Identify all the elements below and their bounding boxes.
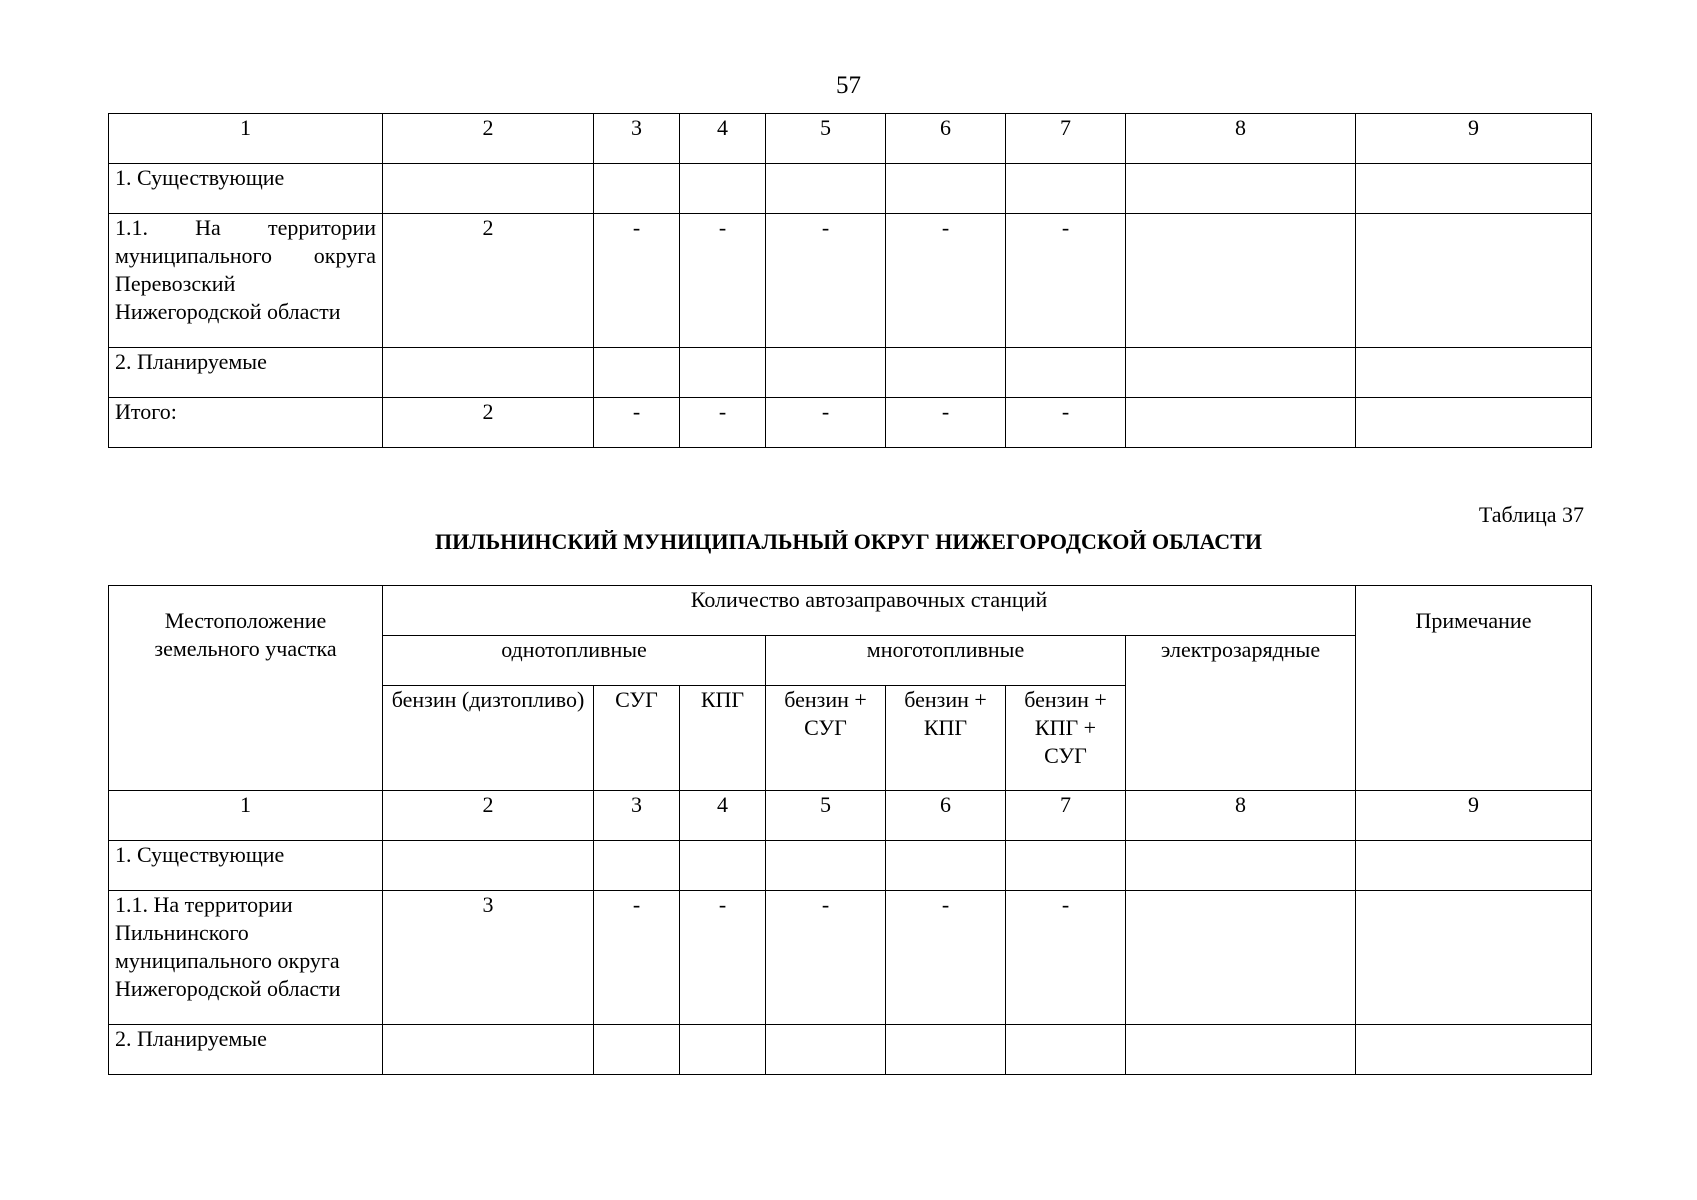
header-note: Примечание: [1356, 586, 1592, 791]
cell-value: [1126, 348, 1356, 398]
cell-value: [766, 1025, 886, 1075]
cell-value: -: [680, 891, 766, 1025]
cell-value: [766, 164, 886, 214]
cell-value: [886, 348, 1006, 398]
cell-value: 3: [383, 891, 594, 1025]
cell-value: [1126, 214, 1356, 348]
row-label: 1. Существующие: [109, 841, 383, 891]
cell-value: [1006, 1025, 1126, 1075]
column-number: 4: [680, 114, 766, 164]
cell-value: [594, 164, 680, 214]
header-group: электрозарядные: [1126, 636, 1356, 791]
cell-value: -: [594, 891, 680, 1025]
header-count: Количество автозаправочных станций: [383, 586, 1356, 636]
column-number: 9: [1356, 114, 1592, 164]
column-number: 9: [1356, 791, 1592, 841]
column-number: 3: [594, 114, 680, 164]
row-label: 2. Планируемые: [109, 348, 383, 398]
cell-value: [680, 841, 766, 891]
table-row: [109, 348, 1592, 398]
table-row: [109, 891, 1592, 1025]
table-caption: Таблица 37: [1478, 502, 1584, 527]
header-fuel-type: бензин + КПГ: [886, 686, 1006, 791]
cell-value: 2: [383, 398, 594, 448]
header-location: Местоположение земельного участка: [109, 586, 383, 791]
header-group: многотопливные: [766, 636, 1126, 686]
cell-value: -: [594, 214, 680, 348]
cell-value: 2: [383, 214, 594, 348]
cell-value: [766, 841, 886, 891]
cell-value: [680, 1025, 766, 1075]
cell-value: [1006, 348, 1126, 398]
cell-value: -: [766, 891, 886, 1025]
cell-value: [383, 841, 594, 891]
row-label: 2. Планируемые: [109, 1025, 383, 1075]
cell-value: [383, 1025, 594, 1075]
cell-value: -: [766, 214, 886, 348]
row-label: 1. Существующие: [109, 164, 383, 214]
column-number: 6: [886, 114, 1006, 164]
cell-value: [383, 348, 594, 398]
table-row: [109, 214, 1592, 348]
header-fuel-type: бензин (дизтопливо): [383, 686, 594, 791]
column-number: 5: [766, 114, 886, 164]
cell-value: [1006, 164, 1126, 214]
cell-value: [766, 348, 886, 398]
cell-value: [1126, 398, 1356, 448]
cell-value: -: [886, 398, 1006, 448]
header-group: однотопливные: [383, 636, 766, 686]
table-pilninsky: [108, 585, 1592, 1075]
cell-value: [1356, 891, 1592, 1025]
cell-value: -: [1006, 891, 1126, 1025]
total-row: [109, 398, 1592, 448]
cell-value: -: [680, 398, 766, 448]
column-number: 3: [594, 791, 680, 841]
cell-value: [1126, 841, 1356, 891]
column-number-row: [109, 791, 1592, 841]
table-continuation: [108, 113, 1592, 448]
cell-value: -: [886, 214, 1006, 348]
cell-value: [1356, 348, 1592, 398]
cell-value: [594, 1025, 680, 1075]
cell-value: [1006, 841, 1126, 891]
table-row: [109, 1025, 1592, 1075]
column-number: 7: [1006, 114, 1126, 164]
column-number: 1: [109, 114, 383, 164]
cell-value: [383, 164, 594, 214]
column-number: 6: [886, 791, 1006, 841]
cell-value: [1356, 398, 1592, 448]
header-row: [109, 586, 1592, 636]
column-number: 5: [766, 791, 886, 841]
header-fuel-type: бензин + СУГ: [766, 686, 886, 791]
column-number: 8: [1126, 791, 1356, 841]
cell-value: [594, 841, 680, 891]
header-fuel-type: бензин + КПГ + СУГ: [1006, 686, 1126, 791]
cell-value: [1126, 891, 1356, 1025]
cell-value: [680, 348, 766, 398]
cell-value: -: [680, 214, 766, 348]
cell-value: [886, 841, 1006, 891]
cell-value: -: [886, 891, 1006, 1025]
column-number: 2: [383, 114, 594, 164]
column-number: 8: [1126, 114, 1356, 164]
cell-value: [886, 1025, 1006, 1075]
cell-value: [1126, 164, 1356, 214]
cell-value: [1356, 841, 1592, 891]
cell-value: [1126, 1025, 1356, 1075]
cell-value: [1356, 214, 1592, 348]
cell-value: [1356, 164, 1592, 214]
cell-value: -: [1006, 214, 1126, 348]
row-label: 1.1. На территории Пильнинского муниципального округа Нижегородской области: [109, 891, 383, 1025]
header-fuel-type: СУГ: [594, 686, 680, 791]
cell-value: [594, 348, 680, 398]
column-number: 1: [109, 791, 383, 841]
row-label: Итого:: [109, 398, 383, 448]
column-number: 4: [680, 791, 766, 841]
table-title: ПИЛЬНИНСКИЙ МУНИЦИПАЛЬНЫЙ ОКРУГ НИЖЕГОРОДСКОЙ ОБЛАСТИ: [435, 529, 1262, 554]
table-row: [109, 841, 1592, 891]
row-label: 1.1. На территории муниципального округа Перевозский Нижегородской области: [109, 214, 383, 348]
page-number: 57: [836, 72, 861, 99]
table-row: [109, 164, 1592, 214]
cell-value: -: [766, 398, 886, 448]
column-number: 2: [383, 791, 594, 841]
cell-value: [886, 164, 1006, 214]
cell-value: [1356, 1025, 1592, 1075]
column-number-row: [109, 114, 1592, 164]
column-number: 7: [1006, 791, 1126, 841]
cell-value: -: [594, 398, 680, 448]
cell-value: -: [1006, 398, 1126, 448]
header-fuel-type: КПГ: [680, 686, 766, 791]
cell-value: [680, 164, 766, 214]
